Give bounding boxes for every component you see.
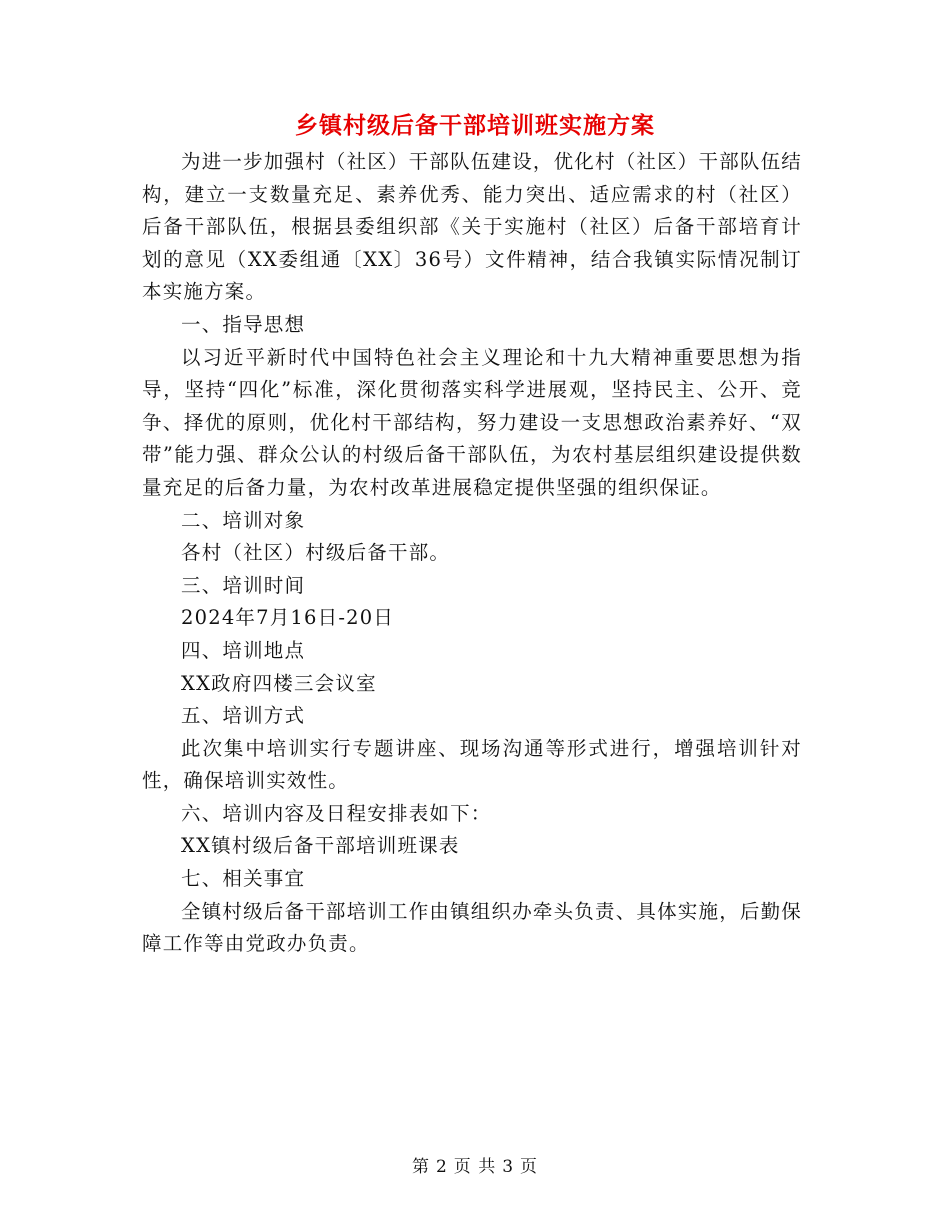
paragraph-training-method: 此次集中培训实行专题讲座、现场沟通等形式进行，增强培训针对性，确保培训实效性。 xyxy=(142,736,802,793)
page-current: 2 xyxy=(435,1157,448,1177)
paragraph-training-time: 2024年7月16日-20日 xyxy=(181,606,395,630)
section-heading-guiding-thought: 一、指导思想 xyxy=(181,312,306,336)
section-heading-training-target: 二、培训对象 xyxy=(181,508,306,532)
paragraph-intro: 为进一步加强村（社区）干部队伍建设，优化村（社区）干部队伍结构，建立一支数量充足、素养优秀、能力突出、适应需求的村（社区）后备干部队伍，根据县委组织部《关于实施村（社区）后备干部培育计划的意见（XX委组通〔XX〕36号）文件精神，结合我镇实际情况制订本实施方案。 xyxy=(142,150,803,304)
paragraph-course-schedule: XX镇村级后备干部培训班课表 xyxy=(181,834,460,858)
section-heading-training-method: 五、培训方式 xyxy=(181,704,306,728)
page-label-prefix: 第 xyxy=(411,1157,430,1177)
section-heading-training-location: 四、培训地点 xyxy=(181,638,306,662)
paragraph-training-target: 各村（社区）村级后备干部。 xyxy=(181,541,451,565)
paragraph-training-location: XX政府四楼三会议室 xyxy=(181,671,377,695)
section-heading-training-time: 三、培训时间 xyxy=(181,573,306,597)
section-heading-training-content: 六、培训内容及日程安排表如下： xyxy=(181,801,492,825)
page-number-footer xyxy=(0,1152,950,1177)
paragraph-guiding-thought: 以习近平新时代中国特色社会主义理论和十九大精神重要思想为指导，坚持“四化”标准，深化贯彻落实科学进展观，坚持民主、公开、竞争、择优的原则，优化村干部结构，努力建设一支思想政治素养好、“双带”能力强、群众公认的村级后备干部队伍，为农村基层组织建设提供数量充足的后备力量，为农村改革进展稳定提供坚强的组织保证。 xyxy=(142,345,802,499)
page-total: 3 xyxy=(502,1157,515,1177)
page-label-mid: 页 共 xyxy=(453,1157,497,1177)
page-label-suffix: 页 xyxy=(520,1157,539,1177)
document-body xyxy=(142,146,802,961)
document-title: 乡镇村级后备干部培训班实施方案 xyxy=(295,113,655,139)
paragraph-related-matters: 全镇村级后备干部培训工作由镇组织办牵头负责、具体实施，后勤保障工作等由党政办负责。 xyxy=(142,899,803,956)
section-heading-related-matters: 七、相关事宜 xyxy=(181,867,306,891)
